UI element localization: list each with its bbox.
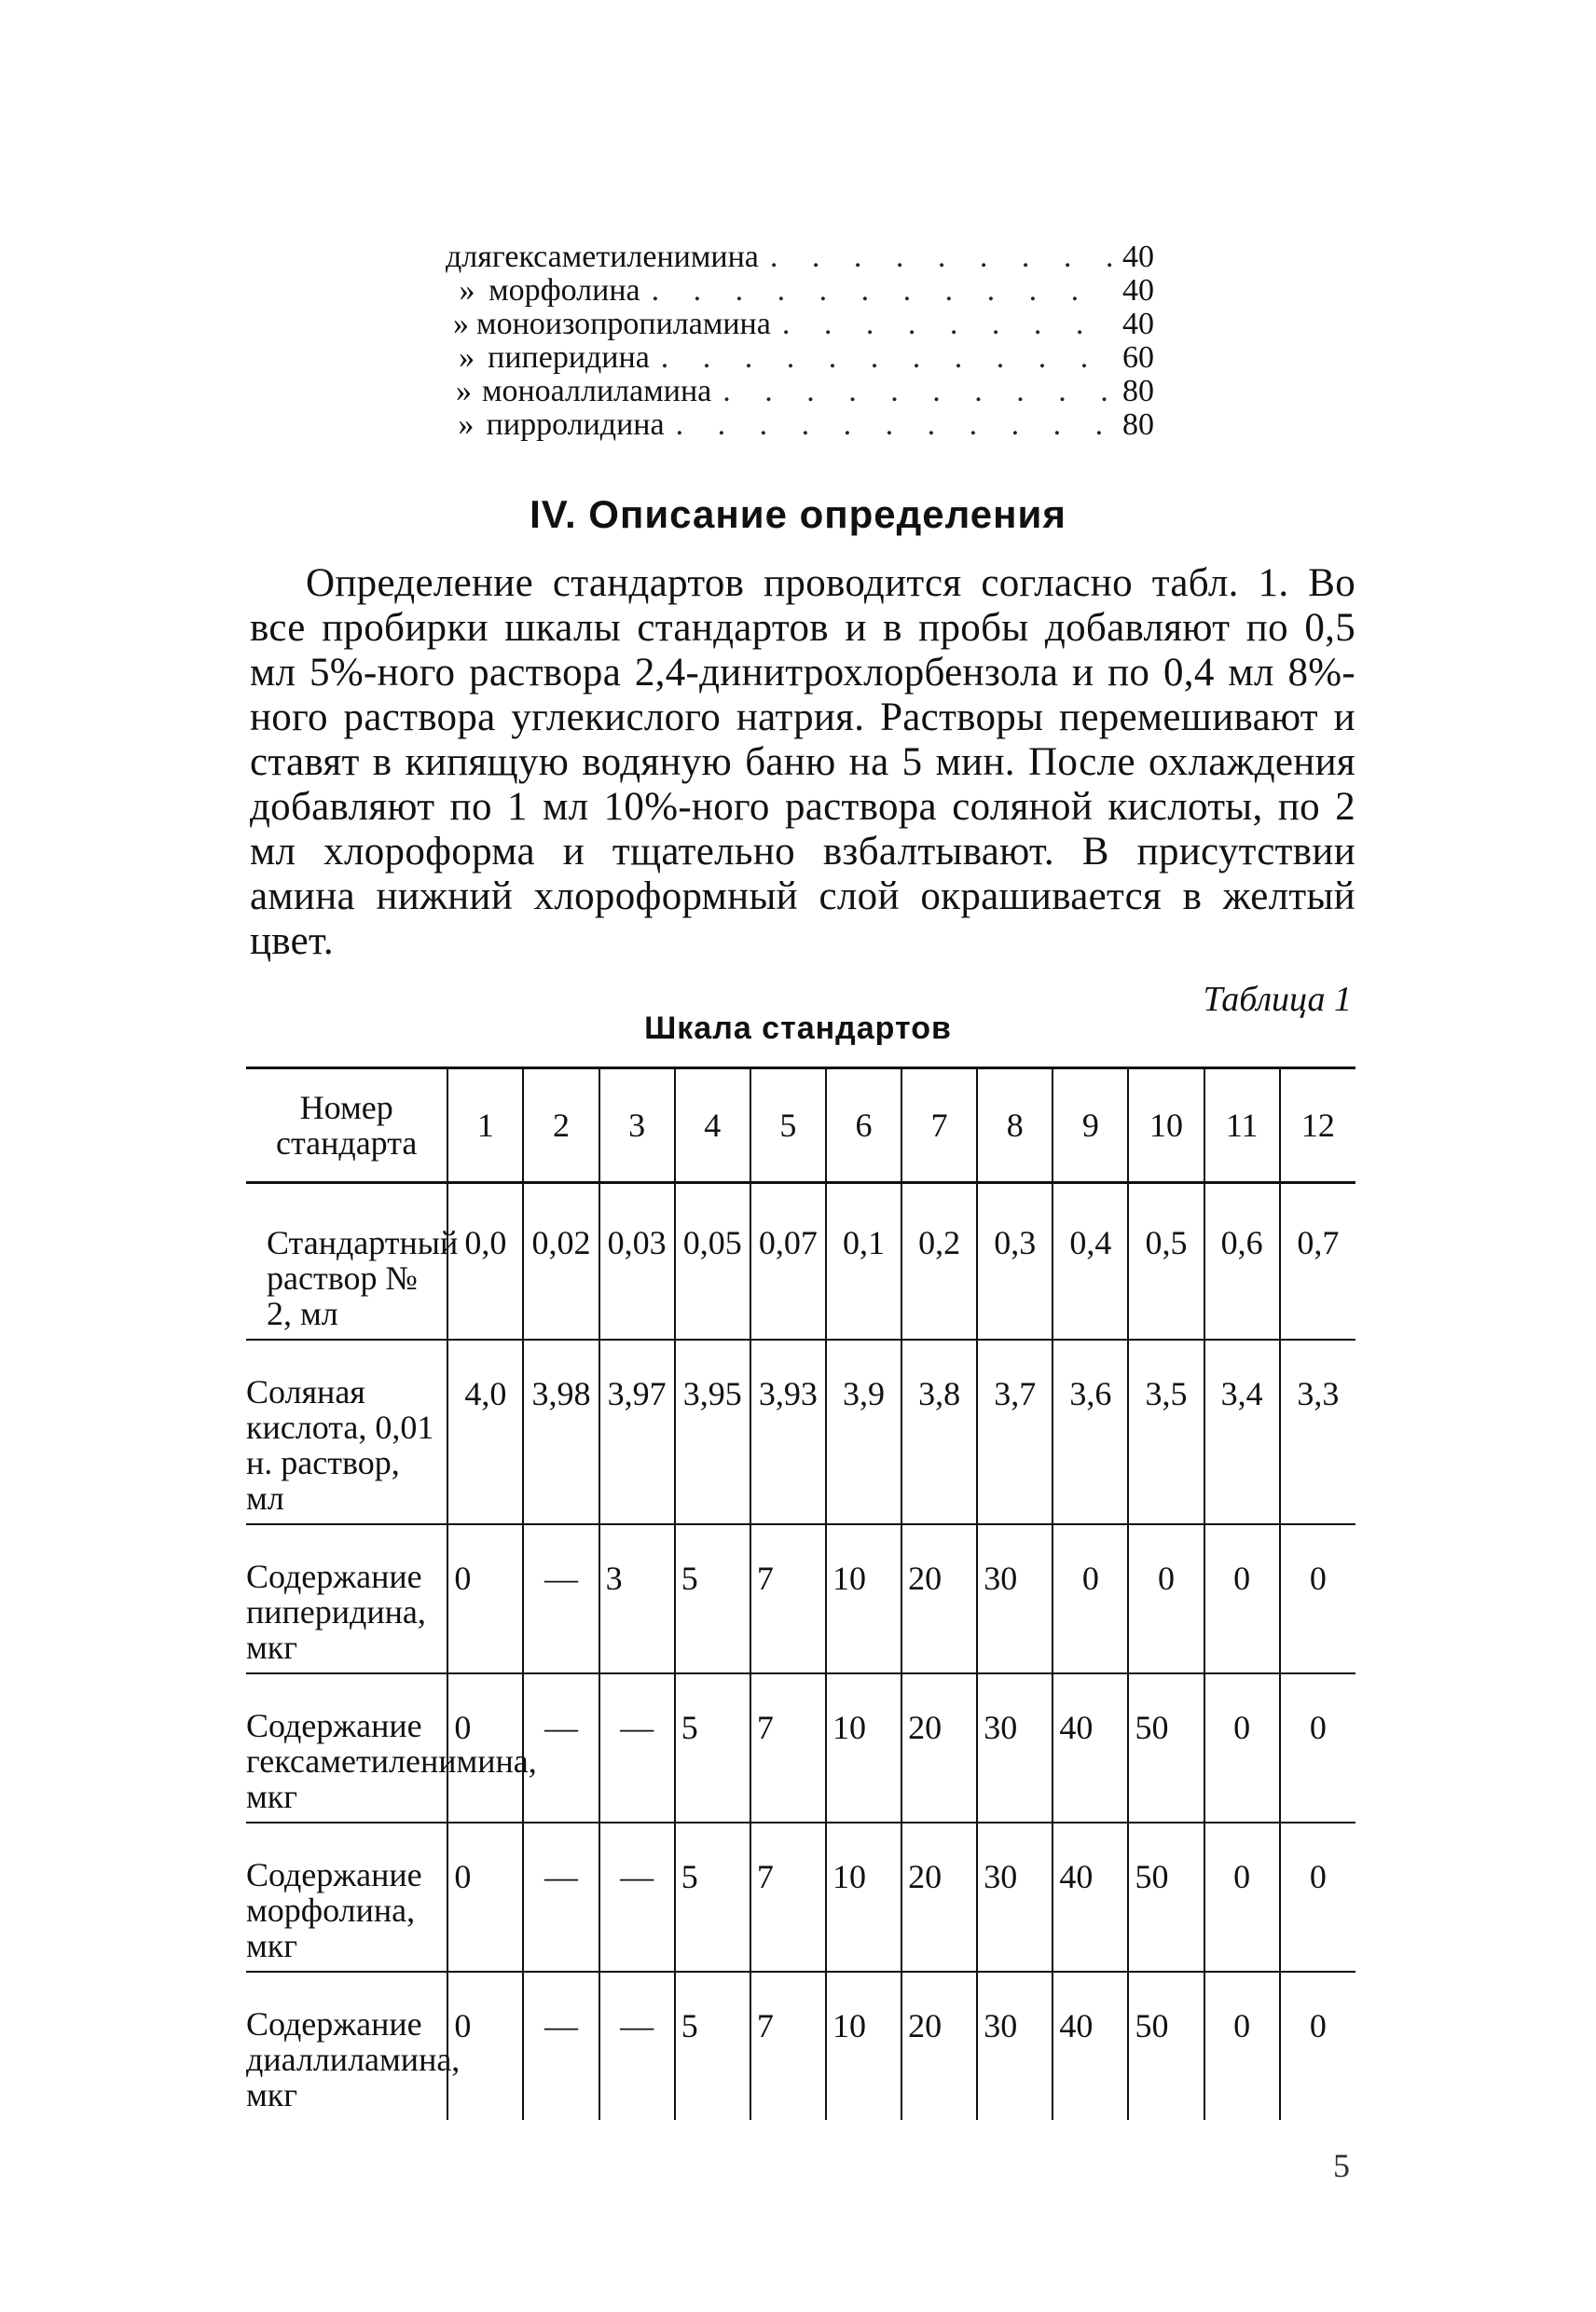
table-cell: 3,95	[675, 1340, 750, 1524]
table-cell: 20	[901, 1673, 977, 1823]
amine-name: пиперидина	[488, 340, 650, 375]
table-cell: 7	[750, 1823, 826, 1972]
page-number: 5	[1333, 2147, 1350, 2184]
table-cell: 0,4	[1053, 1183, 1128, 1341]
column-header: 6	[826, 1068, 901, 1183]
table-cell: 0	[1280, 1673, 1355, 1823]
table-row	[246, 1972, 1355, 2120]
table-cell: 0	[1280, 1524, 1355, 1673]
list-item	[446, 274, 1154, 308]
body-text	[250, 561, 1355, 964]
amine-name: моноаллиламина	[481, 374, 712, 408]
table-cell: —	[523, 1972, 598, 2120]
table-cell: 5	[675, 1524, 750, 1673]
column-header: 12	[1280, 1068, 1355, 1183]
table-title: Шкала стандартов	[644, 1011, 952, 1046]
table-cell: 20	[901, 1524, 977, 1673]
list-item	[446, 341, 1154, 375]
table-cell: 30	[977, 1972, 1053, 2120]
table-cell: 0	[447, 1823, 523, 1972]
table-cell: 0	[1280, 1823, 1355, 1972]
column-header: 3	[599, 1068, 675, 1183]
row-label: Соляная кислота, 0,01 н. раствор, мл	[246, 1373, 434, 1517]
list-prefix: »	[453, 307, 470, 341]
table-cell: 3,8	[901, 1340, 977, 1524]
leader-dots	[711, 375, 1113, 408]
table-cell: 0,1	[826, 1183, 901, 1341]
standards-table	[246, 1067, 1355, 2120]
table-cell: 0,07	[750, 1183, 826, 1341]
table-cell: 3,6	[1053, 1340, 1128, 1524]
table-cell: 10	[826, 1823, 901, 1972]
sensitivity-value: 40	[1122, 307, 1154, 341]
table-cell: 7	[750, 1673, 826, 1823]
table-cell: 3,4	[1204, 1340, 1280, 1524]
column-header: 5	[750, 1068, 826, 1183]
column-header: 10	[1128, 1068, 1204, 1183]
table-row	[246, 1340, 1355, 1524]
table-cell: 30	[977, 1823, 1053, 1972]
table-cell: —	[523, 1673, 598, 1823]
table-cell: 0,3	[977, 1183, 1053, 1341]
header-label: Номер стандарта	[275, 1089, 418, 1162]
table-cell: 0	[1128, 1524, 1204, 1673]
table-cell: 10	[826, 1524, 901, 1673]
table-cell: —	[523, 1823, 598, 1972]
table-cell: 40	[1053, 1823, 1128, 1972]
table-cell: 4,0	[447, 1340, 523, 1524]
leader-dots	[759, 241, 1113, 274]
table-cell: 50	[1128, 1972, 1204, 2120]
list-item	[446, 241, 1154, 274]
list-prefix: »	[459, 340, 475, 375]
amine-name: моноизопропиламина	[476, 307, 771, 341]
table-cell: 3,93	[750, 1340, 826, 1524]
leader-dots	[771, 308, 1113, 341]
table-cell: 0	[1053, 1524, 1128, 1673]
column-header: 1	[447, 1068, 523, 1183]
leader-dots	[650, 341, 1113, 375]
row-label: Содержание гексаметиленимина, мкг	[246, 1707, 537, 1815]
row-label: Содержание диаллиламина, мкг	[246, 2005, 461, 2113]
table-cell: 3,97	[599, 1340, 675, 1524]
body-paragraph: Определение стандартов проводится согласно табл. 1. Во все пробирки шкалы стандартов и в пробы добавляют по 0,5 мл 5%-ного раствора 2,4-динитрохлорбензола и по 0,4 мл 8%-ного раствора углекислого натрия. Растворы перемешивают и ставят в кипящую водяную баню на 5 мин. После охлаждения добавляют по 1 мл 10%-ного раствора соляной кислоты, по 2 мл хлороформа и тщательно взбалтывают. В присутствии амина нижний хлороформный слой окрашивается в желтый цвет.	[250, 561, 1355, 963]
column-header: 8	[977, 1068, 1053, 1183]
table-cell: 0	[447, 1524, 523, 1673]
sensitivity-value: 80	[1122, 407, 1154, 442]
table-cell: 0	[1204, 1673, 1280, 1823]
table-cell: 0	[1204, 1972, 1280, 2120]
table-row	[246, 1823, 1355, 1972]
row-label: Содержание пиперидина, мкг	[246, 1558, 426, 1666]
table-cell: 3,3	[1280, 1340, 1355, 1524]
table-cell: 3,7	[977, 1340, 1053, 1524]
table-cell: 0,5	[1128, 1183, 1204, 1341]
table-cell: 3,9	[826, 1340, 901, 1524]
table-cell: 0,6	[1204, 1183, 1280, 1341]
column-header: 2	[523, 1068, 598, 1183]
table-cell: 0,2	[901, 1183, 977, 1341]
row-label: Стандартный раствор № 2, мл	[267, 1224, 459, 1332]
list-prefix: »	[458, 407, 475, 442]
sensitivity-value: 40	[1122, 240, 1154, 274]
sensitivity-list	[446, 241, 1154, 442]
list-item	[446, 408, 1154, 442]
amine-name: морфолина	[488, 273, 640, 308]
sensitivity-value: 40	[1122, 273, 1154, 308]
table-row	[246, 1673, 1355, 1823]
table-cell: 0,0	[447, 1183, 523, 1341]
table-cell: 40	[1053, 1673, 1128, 1823]
table-row	[246, 1183, 1355, 1341]
table-cell: 50	[1128, 1823, 1204, 1972]
table-cell: 20	[901, 1972, 977, 2120]
table-cell: 3,98	[523, 1340, 598, 1524]
column-header: 7	[901, 1068, 977, 1183]
table-cell: 10	[826, 1972, 901, 2120]
table-cell: 30	[977, 1524, 1053, 1673]
table-cell: 0,03	[599, 1183, 675, 1341]
table-cell: —	[599, 1823, 675, 1972]
table-cell: 3	[599, 1524, 675, 1673]
table-cell: 7	[750, 1524, 826, 1673]
table-cell: 50	[1128, 1673, 1204, 1823]
table-cell: 30	[977, 1673, 1053, 1823]
list-prefix: для	[446, 240, 492, 274]
table-cell: 7	[750, 1972, 826, 2120]
table-cell: 0	[1280, 1972, 1355, 2120]
table-cell: 3,5	[1128, 1340, 1204, 1524]
table-cell: —	[599, 1972, 675, 2120]
table-cell: 40	[1053, 1972, 1128, 2120]
table-cell: 0	[1204, 1823, 1280, 1972]
table-cell: 5	[675, 1823, 750, 1972]
table-cell: 0,05	[675, 1183, 750, 1341]
table-cell: 5	[675, 1972, 750, 2120]
list-prefix: »	[455, 374, 472, 408]
row-label: Содержание морфолина, мкг	[246, 1856, 422, 1964]
column-header: 4	[675, 1068, 750, 1183]
table-row	[246, 1524, 1355, 1673]
table-cell: —	[523, 1524, 598, 1673]
table-cell: 10	[826, 1673, 901, 1823]
table-label: Таблица 1	[1203, 980, 1352, 1019]
column-header: 9	[1053, 1068, 1128, 1183]
table-cell: 0,7	[1280, 1183, 1355, 1341]
section-heading: IV. Описание определения	[530, 492, 1066, 536]
table-cell: 0	[447, 1972, 523, 2120]
sensitivity-value: 80	[1122, 374, 1154, 408]
list-prefix: »	[459, 273, 475, 308]
table-cell: —	[599, 1673, 675, 1823]
list-item	[446, 308, 1154, 341]
table-cell: 5	[675, 1673, 750, 1823]
table-cell: 0,02	[523, 1183, 598, 1341]
table-header-row	[246, 1068, 1355, 1183]
amine-name: гексаметиленимина	[491, 240, 759, 274]
leader-dots	[640, 274, 1113, 308]
table-cell: 0	[447, 1673, 523, 1823]
table-cell: 20	[901, 1823, 977, 1972]
list-item	[446, 375, 1154, 408]
column-header: 11	[1204, 1068, 1280, 1183]
sensitivity-value: 60	[1122, 340, 1154, 375]
amine-name: пирролидина	[486, 407, 665, 442]
leader-dots	[665, 408, 1113, 442]
table-cell: 0	[1204, 1524, 1280, 1673]
